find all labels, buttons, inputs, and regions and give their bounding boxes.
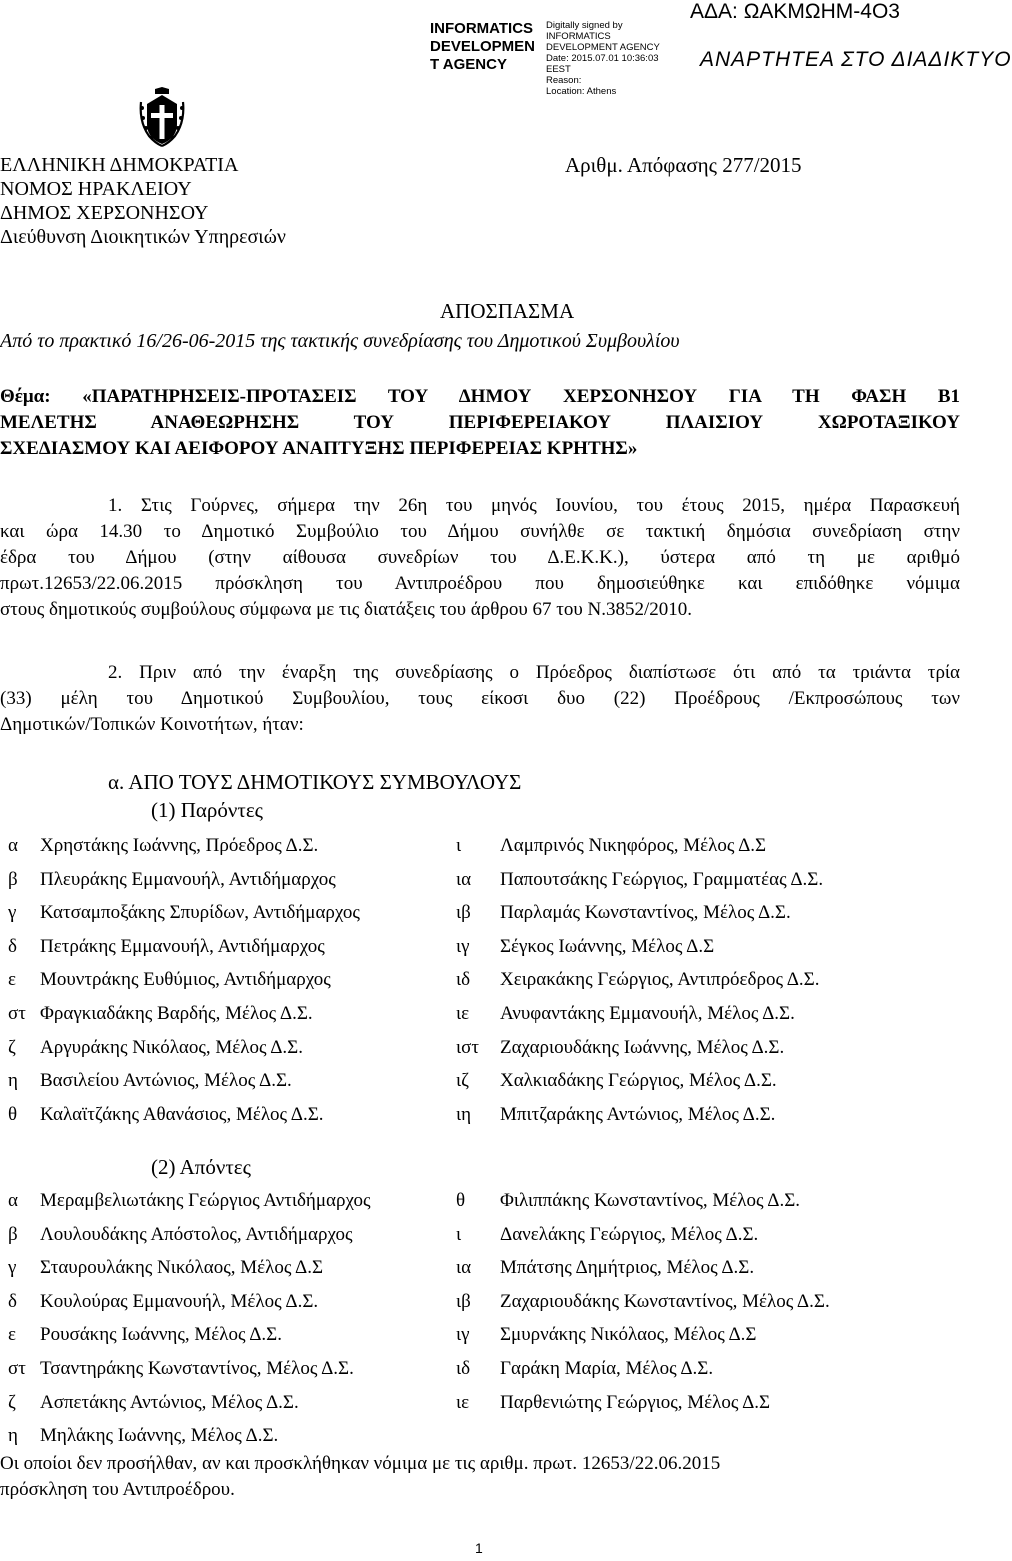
signature-detail-line: Location: Athens [546, 86, 617, 97]
header-line: ΕΛΛΗΝΙΚΗ ΔΗΜΟΚΡΑΤΙΑ [0, 154, 239, 176]
list-marker: ιβ [456, 1290, 471, 1312]
member-name: Σμυρνάκης Νικόλαος, Μέλος Δ.Σ [500, 1324, 757, 1346]
list-marker: η [8, 1070, 18, 1092]
list-marker: δ [8, 1290, 17, 1312]
list-marker: θ [8, 1103, 18, 1125]
member-name: Φραγκιαδάκης Βαρδής, Μέλος Δ.Σ. [40, 1003, 313, 1024]
note-line: πρόσκληση του Αντιπροέδρου. [0, 1479, 235, 1500]
document-title: ΑΠΟΣΠΑΣΜΑ [440, 299, 575, 323]
member-name: Μπάτσης Δημήτριος, Μέλος Δ.Σ. [500, 1257, 755, 1279]
internet-posting-notice: ΑΝΑΡΤΗΤΕΑ ΣΤΟ ΔΙΑΔΙΚΤΥΟ [700, 48, 1012, 71]
member-name: Χαλκιαδάκης Γεώργιος, Μέλος Δ.Σ. [500, 1070, 777, 1092]
list-marker: ιη [456, 1103, 472, 1125]
list-marker: β [8, 868, 18, 890]
paragraph-2 [0, 660, 960, 738]
list-marker: ιδ [456, 1358, 471, 1379]
member-name: Ζαχαριουδάκης Ιωάννης, Μέλος Δ.Σ. [500, 1036, 785, 1058]
member-name: Καλαϊτζάκης Αθανάσιος, Μέλος Δ.Σ. [40, 1103, 324, 1125]
member-name: Μπιτζαράκης Αντώνιος, Μέλος Δ.Σ. [500, 1103, 776, 1125]
list-marker: ια [456, 868, 472, 890]
present-heading: (1) Παρόντες [151, 798, 263, 822]
member-name: Παπουτσάκης Γεώργιος, Γραμματέας Δ.Σ. [500, 868, 824, 890]
list-marker: ζ [8, 1391, 16, 1413]
list-marker: ιστ [456, 1036, 479, 1058]
list-marker: ε [8, 1324, 16, 1346]
list-marker: η [8, 1425, 18, 1447]
list-marker: ιγ [456, 935, 470, 957]
list-marker: α [8, 1190, 18, 1211]
member-name: Σταυρουλάκης Νικόλαος, Μέλος Δ.Σ [40, 1257, 324, 1279]
list-marker: ζ [8, 1036, 16, 1058]
member-name: Ανυφαντάκης Εμμανουήλ, Μέλος Δ.Σ. [500, 1003, 795, 1024]
member-name: Κουλούρας Εμμανουήλ, Μέλος Δ.Σ. [40, 1290, 319, 1312]
section-heading: α. ΑΠΟ ΤΟΥΣ ΔΗΜΟΤΙΚΟΥΣ ΣΥΜΒΟΥΛΟΥΣ [108, 770, 522, 794]
member-name: Γαράκη Μαρία, Μέλος Δ.Σ. [500, 1358, 714, 1379]
greek-coat-of-arms-icon [137, 86, 187, 154]
ada-code: ΑΔΑ: ΩΑΚΜΩΗΜ-4Ο3 [690, 0, 900, 23]
list-marker: θ [456, 1190, 466, 1211]
member-name: Λαμπρινός Νικηφόρος, Μέλος Δ.Σ [500, 835, 767, 856]
paragraph-line: και ώρα 14.30 το Δημοτικό Συμβούλιο του Δήμου συνήλθε σε τακτική δημόσια συνεδρίαση στην [0, 521, 960, 542]
absent-heading: (2) Απόντες [151, 1155, 251, 1179]
member-name: Ασπετάκης Αντώνιος, Μέλος Δ.Σ. [40, 1391, 299, 1413]
signature-detail-line: INFORMATICS [546, 31, 611, 42]
member-name: Κατσαμποξάκης Σπυρίδων, Αντιδήμαρχος [40, 902, 360, 924]
list-marker: ιβ [456, 902, 471, 924]
signature-organization [430, 20, 535, 74]
list-marker: δ [8, 935, 17, 957]
header-line: ΝΟΜΟΣ ΗΡΑΚΛΕΙΟΥ [0, 178, 192, 200]
member-name: Ρουσάκης Ιωάννης, Μέλος Δ.Σ. [40, 1324, 282, 1346]
member-name: Χειρακάκης Γεώργιος, Αντιπρόεδρος Δ.Σ. [500, 969, 820, 991]
member-name: Ζαχαριουδάκης Κωνσταντίνος, Μέλος Δ.Σ. [500, 1290, 830, 1312]
paragraph-1 [0, 493, 960, 623]
note-line: Οι οποίοι δεν προσήλθαν, αν και προσκλήθηκαν νόμιμα με τις αριθμ. πρωτ. 12653/22.06.2015 [0, 1453, 721, 1474]
list-marker: ιγ [456, 1324, 470, 1346]
decision-number: Αριθμ. Απόφασης 277/2015 [565, 153, 802, 177]
signature-details [546, 20, 660, 97]
list-marker: ια [456, 1257, 472, 1279]
member-name: Δανελάκης Γεώργιος, Μέλος Δ.Σ. [500, 1223, 759, 1245]
list-marker: α [8, 835, 18, 856]
member-name: Λουλουδάκης Απόστολος, Αντιδήμαρχος [40, 1223, 353, 1245]
signature-detail-line: EEST [546, 64, 571, 75]
list-marker: ιε [456, 1003, 470, 1024]
signature-detail-line: Date: 2015.07.01 10:36:03 [546, 53, 659, 64]
list-marker: ι [456, 1223, 462, 1245]
paragraph-line: Δημοτικών/Τοπικών Κοινοτήτων, ήταν: [0, 714, 304, 735]
member-name: Παρλαμάς Κωνσταντίνος, Μέλος Δ.Σ. [500, 902, 791, 924]
paragraph-line: (33) μέλη του Δημοτικού Συμβουλίου, τους είκοσι δυο (22) Προέδρους /Εκπροσώπους των [0, 688, 960, 709]
signature-org-line: T AGENCY [430, 56, 507, 73]
member-name: Χρηστάκης Ιωάννης, Πρόεδρος Δ.Σ. [40, 835, 319, 856]
paragraph-line: 1. Στις Γούρνες, σήμερα την 26η του μηνός Ιουνίου, του έτους 2015, ημέρα Παρασκευή [108, 495, 960, 516]
list-marker: στ [8, 1358, 26, 1379]
member-name: Πλευράκης Εμμανουήλ, Αντιδήμαρχος [40, 868, 336, 890]
list-marker: ιζ [456, 1070, 469, 1092]
member-name: Αργυράκης Νικόλαος, Μέλος Δ.Σ. [40, 1036, 303, 1058]
list-marker: ι [456, 835, 462, 856]
header-line: Διεύθυνση Διοικητικών Υπηρεσιών [0, 226, 286, 248]
member-name: Φιλιππάκης Κωνσταντίνος, Μέλος Δ.Σ. [500, 1190, 801, 1211]
minutes-reference: Από το πρακτικό 16/26-06-2015 της τακτικής συνεδρίασης του Δημοτικού Συμβουλίου [0, 330, 680, 352]
list-marker: γ [8, 902, 17, 924]
member-name: Μουντράκης Ευθύμιος, Αντιδήμαρχος [40, 969, 331, 991]
subject [0, 384, 960, 462]
signature-detail-line: DEVELOPMENT AGENCY [546, 42, 660, 53]
list-marker: γ [8, 1257, 17, 1279]
subject-line: ΜΕΛΕΤΗΣ ΑΝΑΘΕΩΡΗΣΗΣ ΤΟΥ ΠΕΡΙΦΕΡΕΙΑΚΟΥ ΠΛΑΙΣΙΟΥ ΧΩΡΟΤΑΞΙΚΟΥ [0, 412, 960, 433]
paragraph-line: έδρα του Δήμου (στην αίθουσα συνεδρίων του Δ.Ε.Κ.Κ.), ύστερα από τη με αριθμό [0, 547, 960, 568]
absence-note [0, 1451, 720, 1503]
subject-line: ΣΧΕΔΙΑΣΜΟΥ ΚΑΙ ΑΕΙΦΟΡΟΥ ΑΝΑΠΤΥΞΗΣ ΠΕΡΙΦΕΡΕΙΑΣ ΚΡΗΤΗΣ» [0, 438, 638, 459]
subject-line: Θέμα: «ΠΑΡΑΤΗΡΗΣΕΙΣ-ΠΡΟΤΑΣΕΙΣ ΤΟΥ ΔΗΜΟΥ ΧΕΡΣΟΝΗΣΟΥ ΓΙΑ ΤΗ ΦΑΣΗ Β1 [0, 386, 960, 407]
signature-detail-line: Digitally signed by [546, 20, 623, 31]
member-name: Μεραμβελιωτάκης Γεώργιος Αντιδήμαρχος [40, 1190, 371, 1211]
list-marker: β [8, 1223, 18, 1245]
signature-detail-line: Reason: [546, 75, 582, 86]
list-marker: ιδ [456, 969, 471, 991]
member-name: Μηλάκης Ιωάννης, Μέλος Δ.Σ. [40, 1425, 279, 1447]
member-name: Σέγκος Ιωάννης, Μέλος Δ.Σ [500, 935, 715, 957]
list-marker: ιε [456, 1391, 470, 1413]
list-marker: στ [8, 1003, 26, 1024]
member-name: Παρθενιώτης Γεώργιος, Μέλος Δ.Σ [500, 1391, 771, 1413]
member-name: Τσαντηράκης Κωνσταντίνος, Μέλος Δ.Σ. [40, 1358, 354, 1379]
paragraph-line: στους δημοτικούς συμβούλους σύμφωνα με τις διατάξεις του άρθρου 67 του Ν.3852/2010. [0, 599, 693, 620]
page-number: 1 [475, 1540, 483, 1556]
issuer-header [0, 153, 286, 249]
header-line: ΔΗΜΟΣ ΧΕΡΣΟΝΗΣΟΥ [0, 202, 209, 224]
signature-org-line: DEVELOPMEN [430, 38, 536, 55]
paragraph-line: πρωτ.12653/22.06.2015 πρόσκληση του Αντιπροέδρου που δημοσιεύθηκε και επιδόθηκε νόμιμα [0, 573, 960, 594]
member-name: Βασιλείου Αντώνιος, Μέλος Δ.Σ. [40, 1070, 292, 1092]
paragraph-line: 2. Πριν από την έναρξη της συνεδρίασης ο Πρόεδρος διαπίστωσε ότι από τα τριάντα τρία [108, 662, 960, 683]
signature-org-line: INFORMATICS [430, 20, 534, 37]
member-name: Πετράκης Εμμανουήλ, Αντιδήμαρχος [40, 935, 325, 957]
list-marker: ε [8, 969, 16, 991]
